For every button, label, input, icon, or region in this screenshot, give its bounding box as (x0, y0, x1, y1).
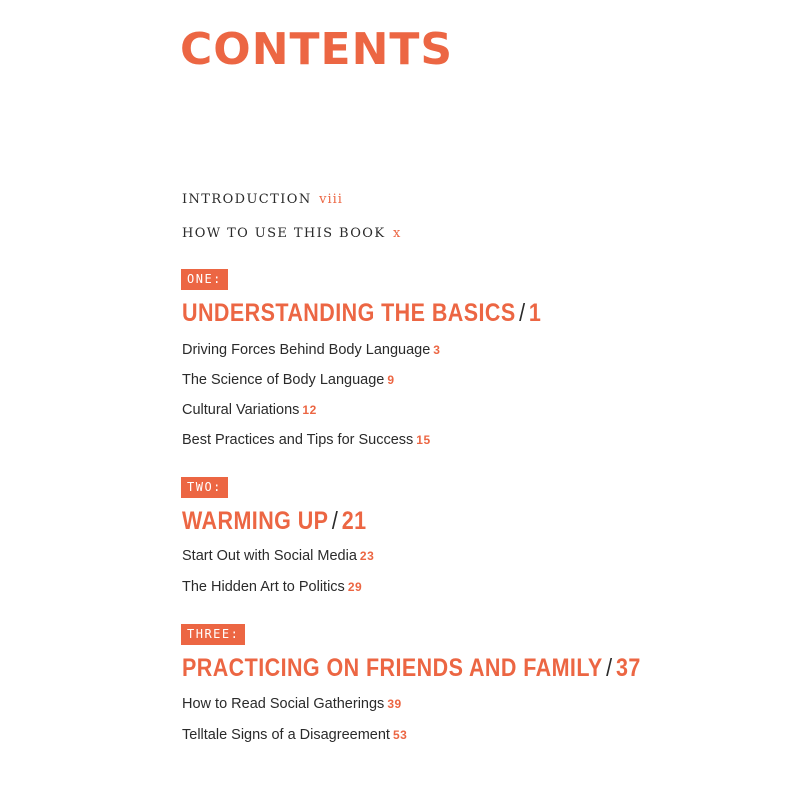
chapter-page-number: 21 (341, 507, 367, 535)
chapter-title: WARMING UP (182, 507, 329, 535)
chapter-page-number: 1 (528, 299, 542, 327)
chapter-separator: / (606, 654, 613, 682)
chapter-page-number: 37 (615, 654, 641, 682)
entry-page-number: 23 (359, 549, 375, 563)
entry-label: Start Out with Social Media (182, 548, 357, 564)
entry-label: The Hidden Art to Politics (182, 579, 345, 595)
entry-page-number: 39 (387, 697, 402, 711)
entry-page-number: viii (319, 192, 343, 207)
toc-entry[interactable] (182, 548, 374, 564)
chapter-number-badge: THREE: (181, 624, 245, 645)
entry-label: HOW TO USE THIS BOOK (182, 226, 386, 241)
chapter-heading[interactable] (182, 653, 641, 683)
chapter-title: UNDERSTANDING THE BASICS (182, 299, 516, 327)
toc-entry[interactable] (182, 696, 402, 712)
entry-page-number: 9 (387, 373, 395, 387)
toc-entry[interactable] (182, 342, 440, 358)
entry-page-number: 15 (416, 433, 431, 447)
chapter-separator: / (519, 299, 526, 327)
toc-entry[interactable] (182, 432, 431, 448)
entry-page-number: 29 (347, 580, 363, 594)
chapter-number-badge: TWO: (181, 477, 228, 498)
chapter-title: PRACTICING ON FRIENDS AND FAMILY (182, 654, 603, 682)
entry-label: Cultural Variations (182, 402, 300, 418)
chapter-heading[interactable] (182, 506, 367, 536)
toc-entry-how-to-use[interactable] (182, 226, 401, 241)
toc-entry[interactable] (182, 727, 407, 743)
toc-entry-introduction[interactable] (182, 192, 343, 207)
chapter-heading[interactable] (182, 298, 541, 328)
toc-entry[interactable] (182, 579, 362, 595)
entry-page-number: 3 (433, 343, 441, 357)
entry-label: INTRODUCTION (182, 192, 312, 207)
entry-label: Driving Forces Behind Body Language (182, 342, 431, 358)
entry-label: How to Read Social Gatherings (182, 696, 385, 712)
chapter-separator: / (331, 507, 339, 535)
page-title: CONTENTS (180, 24, 454, 75)
entry-page-number: 53 (392, 728, 408, 742)
entry-label: Best Practices and Tips for Success (182, 432, 414, 448)
entry-page-number: 12 (302, 403, 317, 417)
entry-label: Telltale Signs of a Disagreement (182, 727, 390, 743)
toc-entry[interactable] (182, 402, 317, 418)
toc-entry[interactable] (182, 372, 395, 388)
chapter-number-badge: ONE: (181, 269, 228, 290)
entry-page-number: x (392, 226, 402, 241)
entry-label: The Science of Body Language (182, 372, 385, 388)
